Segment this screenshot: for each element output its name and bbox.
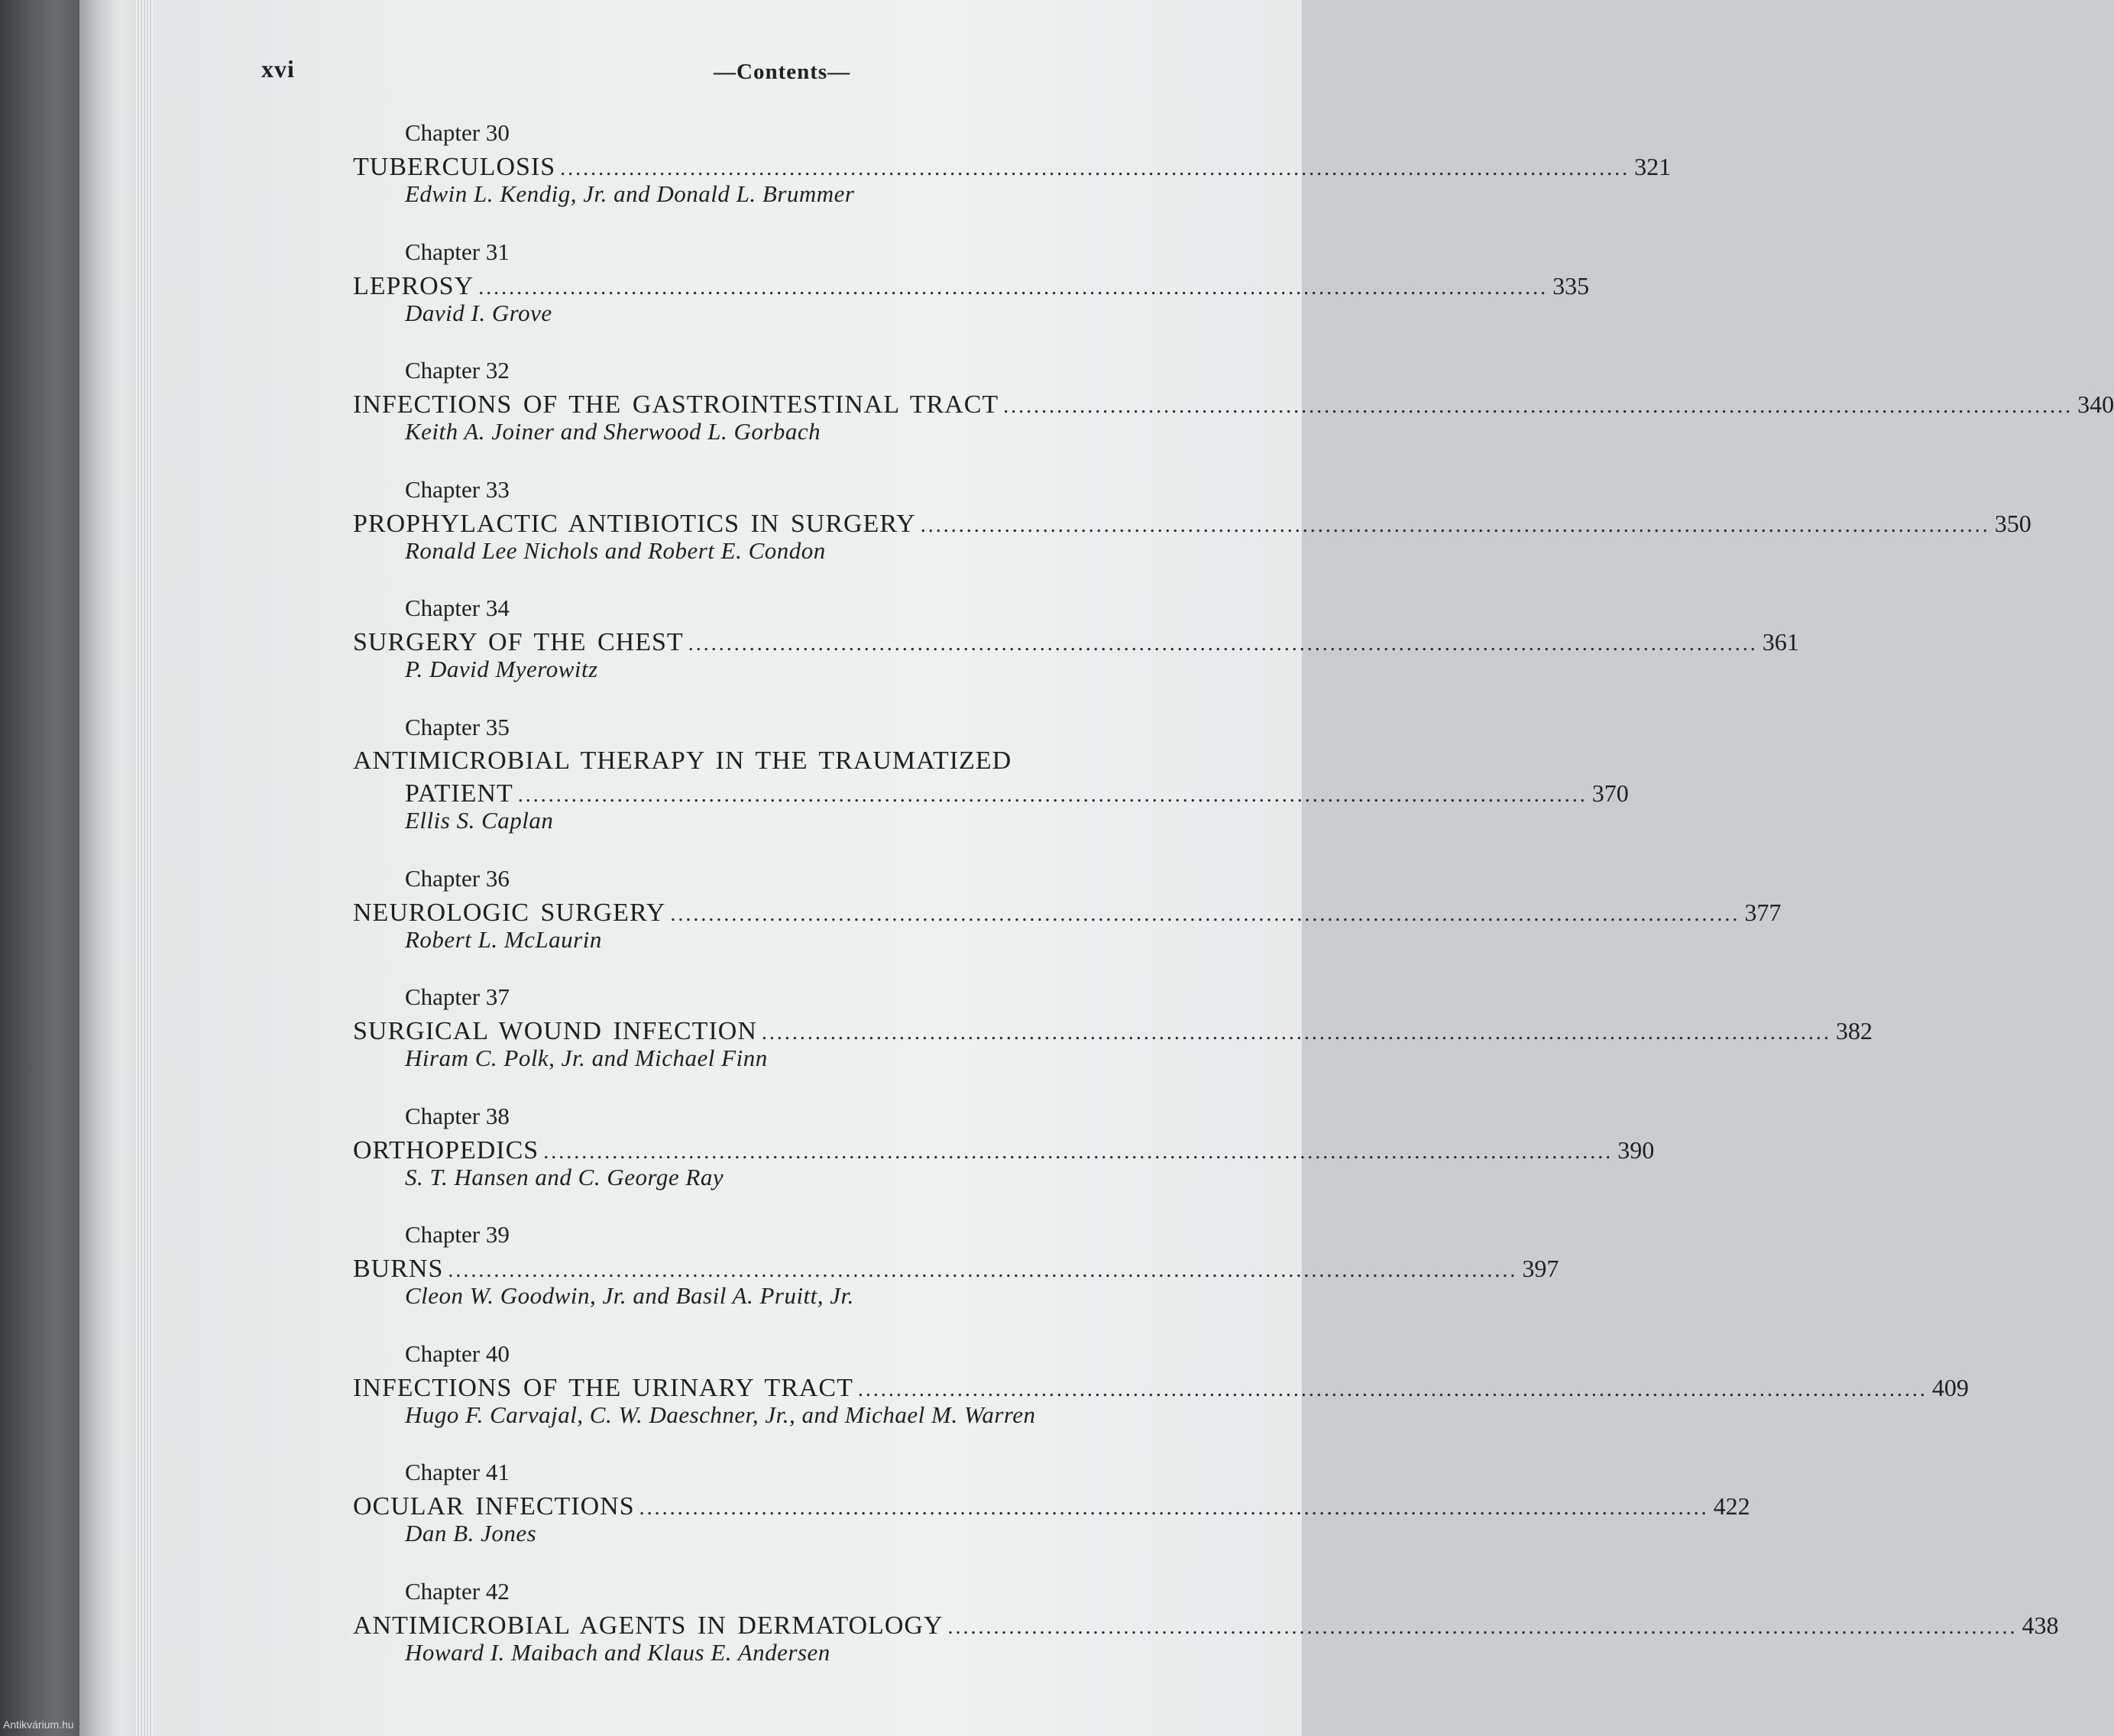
chapter-title-row xyxy=(353,270,1590,303)
chapter-title-row xyxy=(353,1610,2059,1643)
dot-leader: ............................................................................................................................................ xyxy=(517,782,1588,807)
page-number: xvi xyxy=(261,55,295,83)
chapter-title-line2: PATIENT xyxy=(405,779,513,808)
dot-leader: ............................................................................................................................................ xyxy=(857,1377,1928,1401)
chapter-title-row xyxy=(353,1253,1559,1286)
chapter-authors: David I. Grove xyxy=(405,299,552,326)
chapter-authors: Ellis S. Caplan xyxy=(405,806,554,834)
toc-entry xyxy=(353,1339,1969,1459)
chapter-label: Chapter 40 xyxy=(405,1339,510,1367)
dot-leader: ............................................................................................................................................ xyxy=(639,1496,1709,1520)
book-spine xyxy=(0,0,79,1736)
toc-entry xyxy=(353,1102,1655,1222)
chapter-label: Chapter 38 xyxy=(405,1102,510,1129)
chapter-title-row xyxy=(353,1491,1750,1524)
watermark: Antikvárium.hu xyxy=(3,1718,74,1731)
dot-leader: ............................................................................................................................................ xyxy=(1003,394,2074,418)
chapter-title: ORTHOPEDICS xyxy=(353,1135,539,1164)
chapter-title: ANTIMICROBIAL AGENTS IN DERMATOLOGY xyxy=(353,1611,944,1640)
chapter-title: TUBERCULOSIS xyxy=(353,153,556,181)
page-edges xyxy=(136,0,153,1736)
dot-leader: ............................................................................................................................................ xyxy=(560,157,1630,180)
running-header: —Contents— xyxy=(714,60,851,84)
page-ref: 422 xyxy=(1713,1492,1750,1520)
toc-entry xyxy=(353,1459,1750,1578)
chapter-authors: Howard I. Maibach and Klaus E. Andersen xyxy=(405,1638,830,1666)
toc-entry xyxy=(353,864,1782,984)
chapter-title: NEUROLOGIC SURGERY xyxy=(353,898,666,927)
dot-leader: ............................................................................................................................................ xyxy=(947,1615,2018,1639)
chapter-label: Chapter 33 xyxy=(405,475,510,503)
dot-leader: ............................................................................................................................................ xyxy=(920,513,1990,537)
chapter-title: LEPROSY xyxy=(353,271,474,300)
chapter-title-row xyxy=(353,508,2031,541)
chapter-authors: Ronald Lee Nichols and Robert E. Condon xyxy=(405,536,826,564)
toc-entry xyxy=(353,1577,2059,1697)
toc-entry xyxy=(353,713,1629,865)
dot-leader: ............................................................................................................................................ xyxy=(448,1258,1518,1282)
toc-entry xyxy=(353,119,1672,238)
page-ref: 350 xyxy=(1994,509,2031,537)
chapter-authors: P. David Myerowitz xyxy=(405,656,598,682)
page-ref: 382 xyxy=(1835,1017,1873,1045)
chapter-title: INFECTIONS OF THE URINARY TRACT xyxy=(353,1373,853,1402)
chapter-authors: Keith A. Joiner and Sherwood L. Gorbach xyxy=(405,418,821,445)
chapter-authors: Cleon W. Goodwin, Jr. and Basil A. Pruitt, Jr. xyxy=(405,1282,854,1309)
chapter-title: INFECTIONS OF THE GASTROINTESTINAL TRACT xyxy=(353,390,999,419)
chapter-label: Chapter 34 xyxy=(405,594,510,621)
chapter-label: Chapter 36 xyxy=(405,864,510,892)
chapter-title: BURNS xyxy=(353,1255,444,1283)
chapter-title-row xyxy=(353,389,2114,422)
dot-leader: ............................................................................................................................................ xyxy=(670,902,1740,926)
table-of-contents xyxy=(353,119,2114,1696)
chapter-label: Chapter 30 xyxy=(405,119,510,146)
toc-entry xyxy=(353,594,1799,714)
chapter-title-row xyxy=(353,778,1629,811)
chapter-authors: Robert L. McLaurin xyxy=(405,925,602,953)
chapter-label: Chapter 37 xyxy=(405,983,510,1010)
toc-entry xyxy=(353,357,2114,476)
page-ref: 397 xyxy=(1522,1255,1559,1282)
dot-leader: ............................................................................................................................................ xyxy=(478,275,1549,300)
chapter-title-row xyxy=(353,1135,1655,1168)
chapter-label: Chapter 39 xyxy=(405,1221,510,1248)
toc-entry xyxy=(353,983,1873,1103)
toc-entry xyxy=(353,1221,1559,1340)
page-ref: 335 xyxy=(1552,271,1590,300)
chapter-authors: Hiram C. Polk, Jr. and Michael Finn xyxy=(405,1045,768,1071)
chapter-title-row xyxy=(353,897,1782,930)
page-ref: 377 xyxy=(1744,898,1782,926)
page-ref: 390 xyxy=(1617,1135,1655,1164)
chapter-title-row xyxy=(353,1372,1969,1405)
chapter-authors: Hugo F. Carvajal, C. W. Daeschner, Jr., and Michael M. Warren xyxy=(405,1401,1036,1428)
page-ref: 409 xyxy=(1931,1373,1969,1401)
chapter-label: Chapter 41 xyxy=(405,1459,510,1485)
page-ref: 361 xyxy=(1762,628,1799,656)
dot-leader: ............................................................................................................................................ xyxy=(543,1139,1614,1164)
chapter-label: Chapter 32 xyxy=(405,357,510,384)
chapter-authors: Dan B. Jones xyxy=(405,1520,537,1547)
chapter-title: SURGICAL WOUND INFECTION xyxy=(353,1017,757,1045)
page-ref: 340 xyxy=(2077,390,2114,418)
chapter-title-row xyxy=(353,627,1799,659)
toc-entry xyxy=(353,238,1590,358)
dot-leader: ............................................................................................................................................ xyxy=(688,632,1758,656)
dot-leader: ............................................................................................................................................ xyxy=(761,1021,1831,1045)
chapter-title: OCULAR INFECTIONS xyxy=(353,1492,635,1521)
chapter-label: Chapter 35 xyxy=(405,713,510,740)
chapter-title-line1: ANTIMICROBIAL THERAPY IN THE TRAUMATIZED xyxy=(353,746,1012,775)
chapter-label: Chapter 31 xyxy=(405,238,510,265)
chapter-authors: S. T. Hansen and C. George Ray xyxy=(405,1163,724,1190)
chapter-authors: Edwin L. Kendig, Jr. and Donald L. Brummer xyxy=(405,180,855,207)
toc-entry xyxy=(353,475,2031,595)
chapter-title: PROPHYLACTIC ANTIBIOTICS IN SURGERY xyxy=(353,509,916,538)
chapter-title-row xyxy=(353,1015,1873,1048)
page-ref: 321 xyxy=(1634,153,1672,180)
chapter-title-row xyxy=(353,151,1672,184)
page-ref: 438 xyxy=(2022,1611,2059,1639)
chapter-label: Chapter 42 xyxy=(405,1577,510,1605)
chapter-title: SURGERY OF THE CHEST xyxy=(353,628,684,656)
page-ref: 370 xyxy=(1591,779,1629,807)
